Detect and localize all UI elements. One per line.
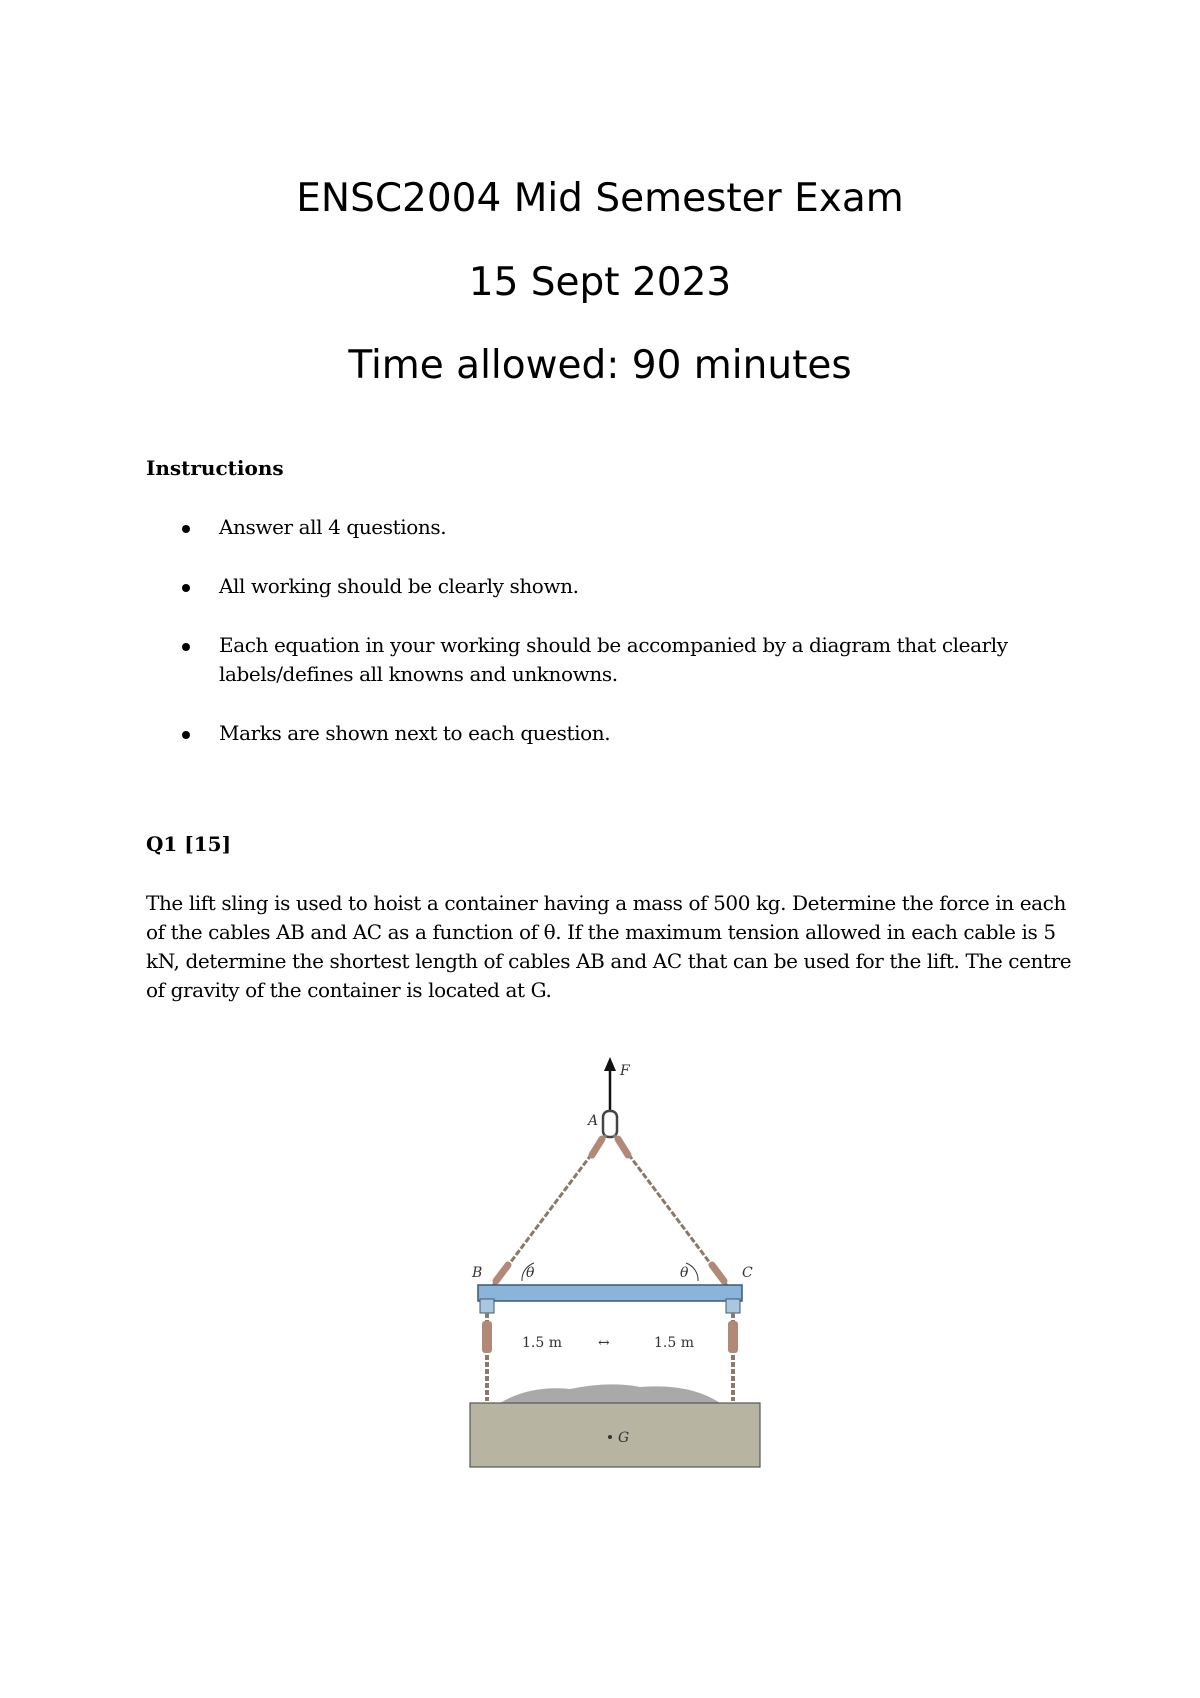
instructions-heading: Instructions [146,456,284,480]
exam-date: 15 Sept 2023 [468,260,732,305]
label-force: F [620,1063,630,1079]
fitting-a-left [592,1139,602,1155]
instruction-item [146,719,1076,748]
fitting-a-right [618,1139,628,1155]
instruction-text: Answer all 4 questions. [219,515,447,539]
hanger-fitting-right [728,1321,738,1353]
bullet-icon [182,584,190,592]
instruction-item [146,631,1076,689]
bullet-icon [182,525,190,533]
instruction-text: All working should be clearly shown. [219,574,579,598]
question-1-heading: Q1 [15] [146,832,232,856]
time-allowed: Time allowed: 90 minutes [348,343,852,388]
beam-end-left [480,1299,494,1313]
question-1-text: The lift sling is used to hoist a container having a mass of 500 kg. Determine the force in each of the cables AB and AC as a function of θ. If the maximum tension allowed in each cable is 5 kN, determine the shortest length of cables AB and AC that can be used for the lift. The centre of gravity of the container is located at G. [146,891,1072,1002]
label-theta-left: θ [526,1265,535,1281]
force-arrow-head [604,1057,616,1071]
dim-separator: ↔ [598,1335,610,1351]
ring-a [603,1111,617,1137]
lift-sling-figure [460,1055,770,1485]
bullet-icon [182,731,190,739]
instruction-item [146,513,1076,542]
label-g: G [618,1430,630,1446]
instructions-list [146,513,1076,778]
container-load [500,1384,720,1403]
instruction-text: Marks are shown next to each question. [219,721,611,745]
label-a: A [588,1113,599,1129]
label-b: B [472,1265,483,1281]
centre-of-gravity-marker [608,1435,612,1439]
label-theta-right: θ [680,1265,689,1281]
fitting-c [712,1265,724,1281]
fitting-b [496,1265,508,1281]
label-c: C [742,1265,753,1281]
lift-sling-diagram [460,1055,770,1485]
dim-left: 1.5 m [522,1335,562,1351]
container [470,1403,760,1467]
exam-title: ENSC2004 Mid Semester Exam [296,176,904,221]
bullet-icon [182,643,190,651]
beam-end-right [726,1299,740,1313]
instruction-text: Each equation in your working should be accompanied by a diagram that clearly labels/defines all knowns and unknowns. [219,633,1008,686]
hanger-fitting-left [482,1321,492,1353]
instruction-item [146,572,1076,601]
spreader-beam [478,1285,742,1301]
dim-right: 1.5 m [654,1335,694,1351]
